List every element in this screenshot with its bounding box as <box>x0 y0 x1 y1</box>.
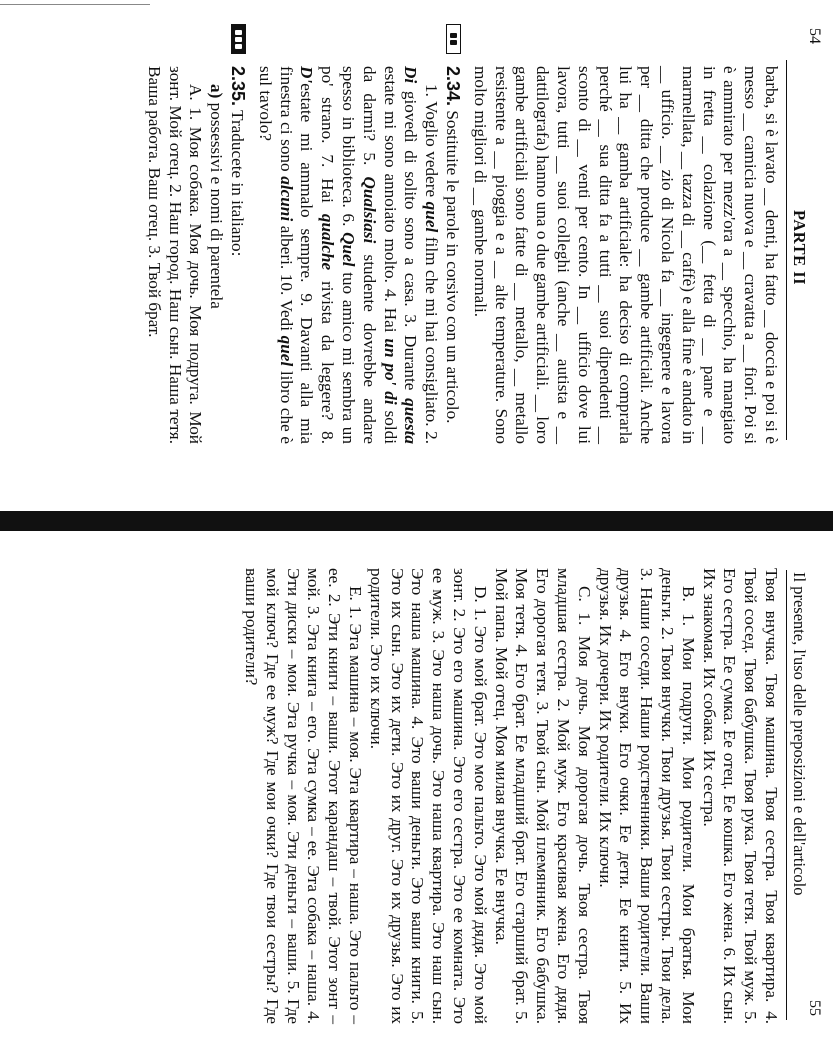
exercise-instruction: Traducete in italiano: <box>228 110 248 257</box>
paragraph: B. 1. Мои подруги. Мои родители. Мои братья. Мои деньги. 2. Твои внучки. Твои друзья. Твои сестры. Твои дела. 3. Наши соседи. Наши родственники. Ваши родители. Ваши друзья. 4. Его внуки. Его очки. Ее дети. Ее книги. 5. Их друзья. Их дочери. Их родители. Их ключи. <box>595 568 698 1024</box>
right-page-text <box>240 568 781 1024</box>
book-gutter <box>0 511 833 531</box>
exercise-instruction: Sostituite le parole in corsivo con un articolo. <box>443 110 463 424</box>
running-head-right: Il presente, l'uso delle preposizioni e dell'articolo <box>790 572 809 896</box>
exercise-2-34-body: 1. Voglio vedere quel film che mi hai consigliato. 2. Di giovedì di solito sono a casa. 3. Durante questa estate mi sono annoiato molto. 4. Hai un po' di soldi da darmi? 5. Qualsiasi studente dovrebbe andare spesso in biblioteca. 6. Quel tuo amico mi sembra un po' strano. 7. Hai qualche rivista da leggere? 8. D'estate mi ammalo sempre. 9. Davanti alla mia finestra ci sono alcuni alberi. 10. Vedi quel libro che è sul tavolo? <box>255 66 442 445</box>
page-number-left: 54 <box>806 28 823 44</box>
exercise-number: 2.34. <box>443 66 464 107</box>
header-rule-right <box>786 570 787 1020</box>
exercise-2-35-body: А. 1. Моя собака. Моя дочь. Моя подруга. Мой зонт. Мой отец. 2. Наш город. Наш сын. Наша тетя. Ваша работа. Ваш отец. 3. Твой брат. <box>144 66 206 444</box>
left-page <box>0 0 833 510</box>
paragraph: Твоя внучка. Твоя машина. Твоя сестра. Твоя квартира. 4. Твой сосед. Твоя бабушка. Твоя рука. Твоя тетя. Твой муж. 5. Его сестра. Ее сумка. Ее отец. Ее кошка. Его жена. 6. Их сын. Их знакомая. Их собака. Их сестра. <box>699 568 781 1024</box>
exercise-2-34-heading <box>441 66 463 444</box>
exercise-level-icon <box>231 24 246 54</box>
running-head-left: PARTE II <box>790 210 809 286</box>
left-page-text <box>143 66 781 444</box>
exercise-level-icon <box>446 24 461 54</box>
paragraph: C. 1. Моя дочь. Моя дорогая дочь. Твоя сестра. Твоя младшая сестра. 2. Мой муж. Его красивая жена. Его дядя. Его дорогая тетя. 3. Твой сын. Мой племянник. Его бабушка. Моя тетя. 4. Его брат. Ее младший брат. Его старший брат. 5. Мой папа. Мой отец. Моя милая внучка. Ее внучка. <box>491 568 594 1024</box>
page-number-right: 55 <box>806 1000 823 1016</box>
exercise-2-35-heading <box>226 66 248 444</box>
exercise-number: 2.35. <box>228 66 249 107</box>
continuation-paragraph: barba, si è lavato __ denti, ha fatto __ doccia e poi si è messo __ camicia nuova e __ cravatta a __ fiori. Poi si è ammirato per mezz'ora a __ specchio, ha mangiato in fretta __ colazione (__ fetta di __ pane e __ marmellata, __ tazza di __ caffè) e alla fine è andato in __ ufficio. __ zio di Nicola fa __ ingegnere e lavora per __ ditta che produce __ gambe artificiali. Anche lui ha __ gamba artificiale: ha deciso di comprarla perché __ sua ditta fa a tutti __ suoi dipendenti __ sconto di __ venti per cento. In __ ufficio dove lui lavora, tutti __ suoi colleghi (anche __ autista e __ dattilografa) hanno una o due gambe artificiali. __ loro gambe artificiali sono fatte di __ metallo, __ metallo resistente a __ pioggia e a __ alte temperature. Sono molto migliori di __ gambe normali. <box>470 66 781 444</box>
exercise-2-35-subhead: a) possessivi e nomi di parentela <box>207 84 227 309</box>
paragraph: E. 1. Эта машина – моя. Эта квартира – наша. Это пальто – ее. 2. Эти книги – ваши. Этот карандаш – твой. Этот зонт – мой. 3. Эта книга – его. Эта сумка – ее. Эта собака – наша. 4. Эти диски – мои. Эта ручка – моя. Эти деньги – ваши. 5. Где мой ключ? Где ее муж? Где мои очки? Где твои сестры? Где ваши родители? <box>242 568 366 1024</box>
paragraph: D. 1. Это мой брат. Это мое пальто. Это мой дядя. Это мой зонт. 2. Это его машина. Это его сестра. Это ее комната. Это ее муж. 3. Это наша дочь. Это наша квартира. Это наш сын. Это наша машина. 4. Это ваши деньги. Это ваши книги. 5. Это их сын. Это их дети. Это их друг. Это их друзья. Это их родители. Это их ключи. <box>366 568 490 1024</box>
right-page <box>0 534 833 1044</box>
header-rule-left <box>786 60 787 440</box>
